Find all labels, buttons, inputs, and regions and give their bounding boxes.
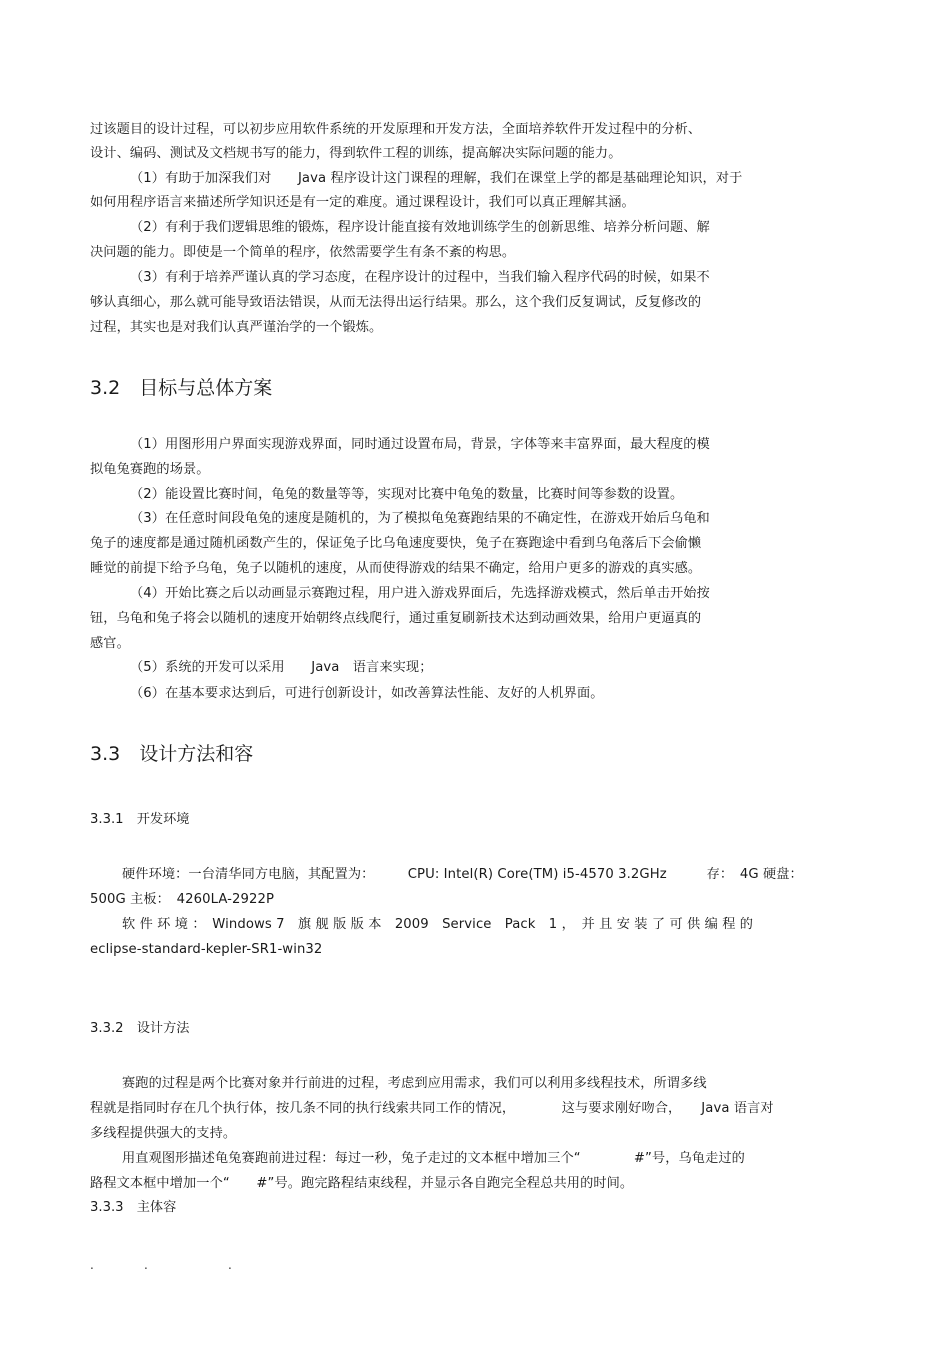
method2-line-2: 路程文本框中增加一个“ #”号。跑完路程结束线程，并显示各自跑完全程总共用的时间。 — [90, 1176, 634, 1191]
intro-line-2: 设计、编码、测试及文档规书写的能力，得到软件工程的训练，提高解决实际问题的能力。 — [90, 146, 622, 161]
intro-line-1: 过该题目的设计过程，可以初步应用软件系统的开发原理和开发方法，全面培养软件开发过程中的分析、 — [90, 122, 702, 137]
subsection-3-3-3-heading: 3.3.3 主体容 — [90, 1200, 177, 1215]
goal-4-line-2: 钮，乌龟和兔子将会以随机的速度开始朝终点线爬行，通过重复刷新技术达到动画效果，给用户更逼真的 — [90, 611, 702, 626]
goal-4-line-3: 感官。 — [90, 636, 130, 651]
subsection-3-3-2-heading: 3.3.2 设计方法 — [90, 1021, 190, 1036]
software-line-1: 软 件 环 境 ： Windows 7 旗 舰 版 版 本 2009 Service Pack 1 ， 并 且 安 装 了 可 供 编 程 的 — [122, 917, 754, 932]
hardware-line-1: 硬件环境：一台清华同方电脑，其配置为： CPU: Intel(R) Core(TM) i5-4570 3.2GHz 存： 4G 硬盘： — [122, 867, 803, 882]
section-3-2-heading: 3.2 目标与总体方案 — [90, 377, 273, 399]
goal-6-line-1: （6）在基本要求达到后，可进行创新设计，如改善算法性能、友好的人机界面。 — [130, 686, 604, 701]
goal-1-line-1: （1）用图形用户界面实现游戏界面，同时通过设置布局，背景，字体等来丰富界面，最大程度的模 — [130, 437, 710, 452]
section-3-3-heading: 3.3 设计方法和容 — [90, 743, 254, 765]
point-2-line-1: （2）有利于我们逻辑思维的锻炼，程序设计能直接有效地训练学生的创新思维、培养分析问题、解 — [130, 220, 710, 235]
goal-3-line-3: 睡觉的前提下给予乌龟，兔子以随机的速度，从而使得游戏的结果不确定，给用户更多的游戏的真实感。 — [90, 561, 702, 576]
hardware-line-2: 500G 主板： 4260LA-2922P — [90, 892, 275, 907]
method-line-3: 多线程提供强大的支持。 — [90, 1126, 237, 1141]
point-3-line-1: （3）有利于培养严谨认真的学习态度，在程序设计的过程中，当我们输入程序代码的时候，如果不 — [130, 270, 710, 285]
goal-1-line-2: 拟龟兔赛跑的场景。 — [90, 462, 210, 477]
footer-dot: . — [90, 1258, 94, 1272]
point-1-line-1: （1）有助于加深我们对 Java 程序设计这门课程的理解，我们在课堂上学的都是基础理论知识，对于 — [130, 171, 743, 186]
footer-dot: . — [228, 1258, 232, 1272]
footer-dot: . — [144, 1258, 148, 1272]
method-line-1: 赛跑的过程是两个比赛对象并行前进的过程，考虑到应用需求，我们可以利用多线程技术，所谓多线 — [122, 1076, 707, 1091]
goal-2-line-1: （2）能设置比赛时间，龟兔的数量等等，实现对比赛中龟兔的数量，比赛时间等参数的设置。 — [130, 487, 684, 502]
software-line-2: eclipse-standard-kepler-SR1-win32 — [90, 942, 323, 957]
point-1-line-2: 如何用程序语言来描述所学知识还是有一定的难度。通过课程设计，我们可以真正理解其涵。 — [90, 195, 635, 210]
method2-line-1: 用直观图形描述龟兔赛跑前进过程：每过一秒，兔子走过的文本框中增加三个“ #”号，乌龟走过的 — [122, 1151, 745, 1166]
method-line-2: 程就是指同时存在几个执行体，按几条不同的执行线索共同工作的情况， 这与要求刚好吻合， Java 语言对 — [90, 1101, 774, 1116]
goal-5-line-1: （5）系统的开发可以采用 Java 语言来实现； — [130, 660, 433, 675]
point-2-line-2: 决问题的能力。即使是一个简单的程序，依然需要学生有条不紊的构思。 — [90, 245, 516, 260]
goal-3-line-2: 兔子的速度都是通过随机函数产生的，保证兔子比乌龟速度要快，兔子在赛跑途中看到乌龟落后下会偷懒 — [90, 536, 702, 551]
goal-4-line-1: （4）开始比赛之后以动画显示赛跑过程，用户进入游戏界面后，先选择游戏模式，然后单击开始按 — [130, 586, 710, 601]
subsection-3-3-1-heading: 3.3.1 开发环境 — [90, 812, 190, 827]
point-3-line-2: 够认真细心，那么就可能导致语法错误，从而无法得出运行结果。那么，这个我们反复调试，反复修改的 — [90, 295, 702, 310]
point-3-line-3: 过程，其实也是对我们认真严谨治学的一个锻炼。 — [90, 320, 383, 335]
goal-3-line-1: （3）在任意时间段龟兔的速度是随机的，为了模拟龟兔赛跑结果的不确定性，在游戏开始后乌龟和 — [130, 511, 710, 526]
